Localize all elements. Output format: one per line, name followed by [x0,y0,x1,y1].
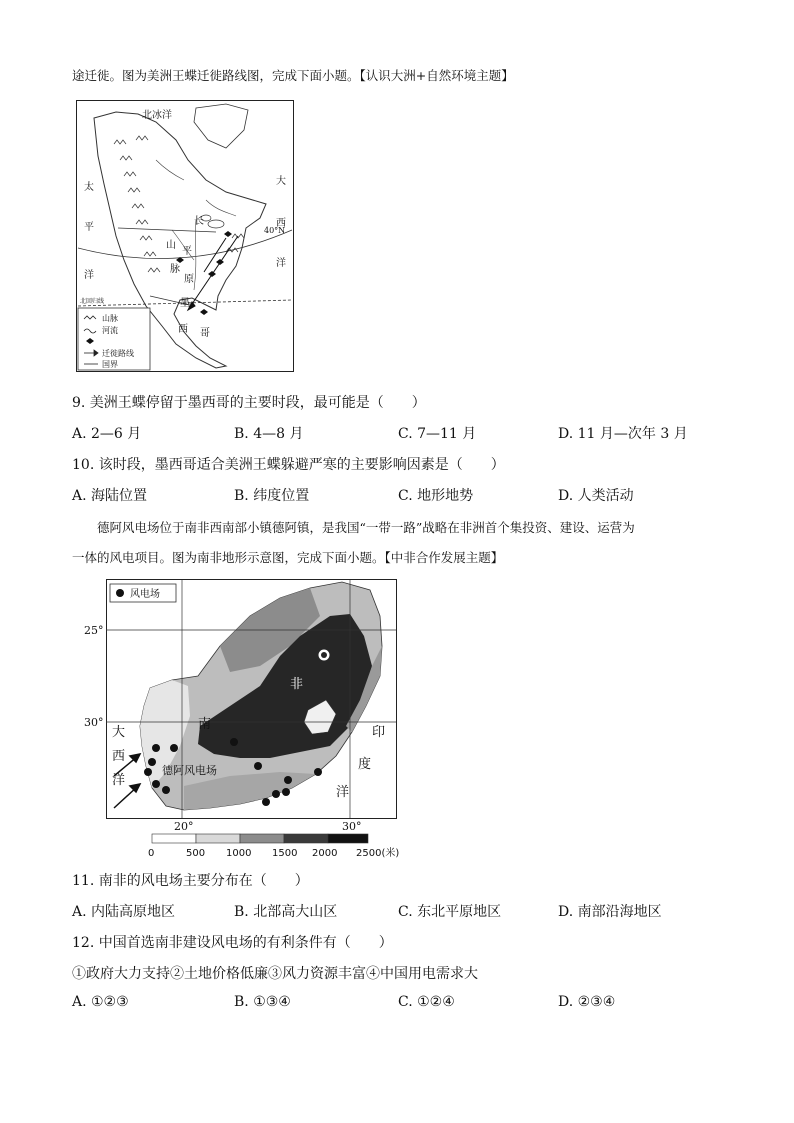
q11-option-c[interactable]: C. 东北平原地区 [398,904,502,920]
svg-text:洋: 洋 [84,270,94,281]
q12-option-c[interactable]: C. ①②④ [398,994,455,1010]
map-legend [78,308,150,370]
svg-text:山: 山 [166,240,176,251]
question-11-stem: 11. 南非的风电场主要分布在（ ） [72,873,309,889]
svg-text:大: 大 [276,176,286,187]
svg-text:20°: 20° [174,820,194,833]
q10-option-a[interactable]: A. 海陆位置 [72,488,148,504]
svg-text:非: 非 [290,677,304,692]
svg-text:脉: 脉 [170,264,180,275]
intro-text: 途迁徙。图为美洲王蝶迁徙路线图，完成下面小题。【认识大洲+自然环境主题】 [72,68,514,83]
q12-option-b[interactable]: B. ①③④ [234,994,291,1010]
svg-text:西: 西 [178,324,188,335]
svg-text:西: 西 [276,218,286,229]
svg-text:长: 长 [194,216,204,227]
svg-text:2000: 2000 [312,848,338,859]
svg-text:25°: 25° [84,624,104,637]
svg-text:河流: 河流 [102,326,118,335]
question-10-stem: 10. 该时段，墨西哥适合美洲王蝶躲避严寒的主要影响因素是（ ） [72,457,505,473]
svg-text:30°: 30° [84,716,104,729]
svg-text:40°N: 40°N [264,226,286,235]
passage-line-2: 一体的风电项目。图为南非地形示意图，完成下面小题。【中非合作发展主题】 [72,550,504,565]
svg-text:平: 平 [84,222,94,233]
monarch-migration-map [76,100,294,372]
svg-text:山脉: 山脉 [102,314,118,323]
q11-option-b[interactable]: B. 北部高大山区 [234,904,338,920]
svg-text:国界: 国界 [102,360,118,369]
q9-option-b[interactable]: B. 4—8 月 [234,426,304,442]
legend-label: 风电场 [130,589,160,600]
svg-text:500: 500 [186,848,206,859]
question-12-conditions: ①政府大力支持②土地价格低廉③风力资源丰富④中国用电需求大 [72,966,478,982]
svg-text:度: 度 [358,757,372,772]
svg-text:墨: 墨 [180,298,190,309]
q10-option-d[interactable]: D. 人类活动 [558,488,634,504]
elevation-scale [148,834,399,859]
svg-text:1500: 1500 [272,848,298,859]
wind-farm-legend-icon [116,589,124,597]
q11-option-a[interactable]: A. 内陆高原地区 [72,904,176,920]
svg-text:哥: 哥 [200,328,210,339]
svg-text:北回归线: 北回归线 [80,298,105,305]
south-africa-terrain-map [80,576,400,860]
svg-text:洋: 洋 [276,258,286,269]
svg-text:2500(米): 2500(米) [356,848,400,859]
svg-text:0: 0 [148,848,155,859]
q10-option-c[interactable]: C. 地形地势 [398,488,474,504]
svg-text:迁徙路线: 迁徙路线 [102,349,134,358]
svg-text:西: 西 [112,749,126,764]
q12-option-d[interactable]: D. ②③④ [558,994,616,1010]
question-12-stem: 12. 中国首选南非建设风电场的有利条件有（ ） [72,935,393,951]
svg-text:原: 原 [184,274,194,285]
svg-text:30°: 30° [342,820,362,833]
svg-text:印: 印 [372,725,386,740]
q10-option-b[interactable]: B. 纬度位置 [234,488,310,504]
q9-option-c[interactable]: C. 7—11 月 [398,426,477,442]
arctic-ocean-label: 北冰洋 [142,110,172,121]
q12-option-a[interactable]: A. ①②③ [72,994,129,1010]
question-9-stem: 9. 美洲王蝶停留于墨西哥的主要时段，最可能是（ ） [72,395,426,411]
svg-text:洋: 洋 [336,785,350,800]
svg-text:洋: 洋 [112,773,126,788]
svg-text:南: 南 [198,717,212,732]
passage-line-1: 德阿风电场位于南非西南部小镇德阿镇，是我国“一带一路”战略在非洲首个集投资、建设、运营为 [72,520,635,535]
svg-text:太: 太 [84,182,94,193]
svg-text:大: 大 [112,725,126,740]
q9-option-a[interactable]: A. 2—6 月 [72,426,142,442]
wind-farm-label: 德阿风电场 [162,764,217,777]
q11-option-d[interactable]: D. 南部沿海地区 [558,904,662,920]
svg-text:1000: 1000 [226,848,252,859]
svg-text:平: 平 [182,246,192,257]
q9-option-d[interactable]: D. 11 月—次年 3 月 [558,426,688,442]
